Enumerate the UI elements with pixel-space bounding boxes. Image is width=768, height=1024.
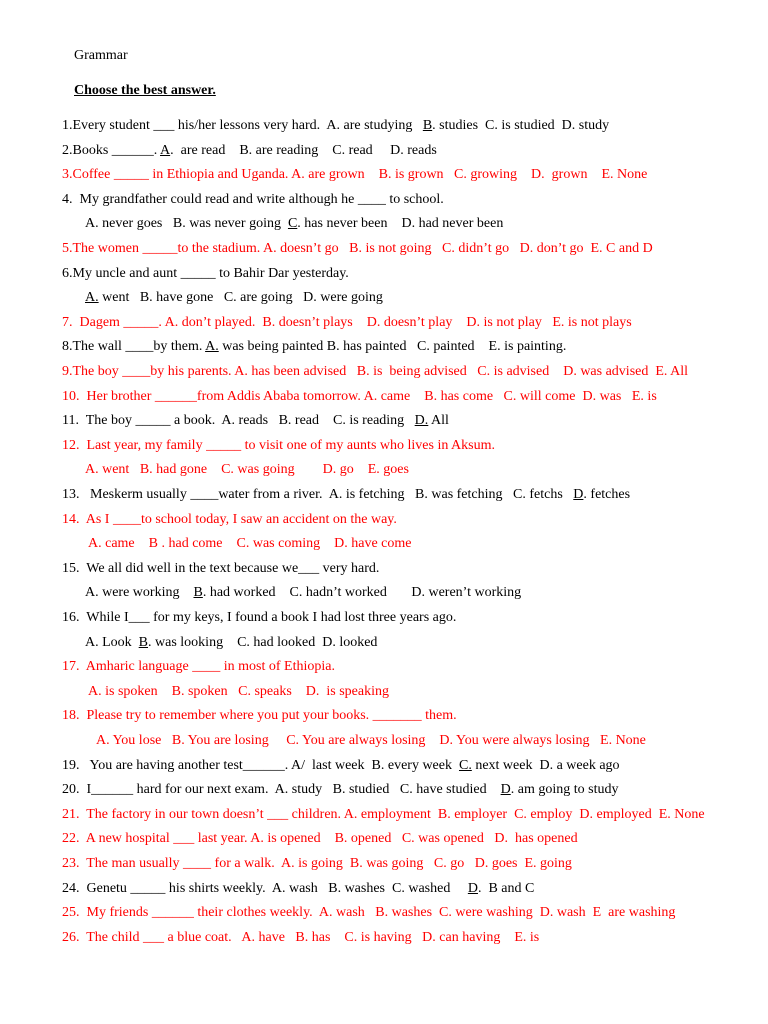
question-line bbox=[62, 141, 437, 161]
question-line bbox=[85, 288, 383, 308]
instructions-heading: Choose the best answer. bbox=[74, 83, 216, 98]
question-line bbox=[85, 583, 521, 603]
answer-key-marker: B bbox=[422, 118, 433, 133]
question-text: 22. A new hospital ___ last year. A. is opened B. opened C. was opened D. has opened bbox=[62, 831, 578, 847]
question-text: 5.The women _____to the stadium. A. doesn’t go B. is not going C. didn’t go D. don’t go E. C and D bbox=[62, 241, 653, 256]
question-text: 12. Last year, my family _____ to visit one of my aunts who lives in Aksum. bbox=[62, 437, 496, 453]
question-line bbox=[62, 903, 675, 923]
question-text: 24. Genetu _____ his shirts weekly. A. wash B. washes C. washed bbox=[62, 880, 468, 896]
question-text: next week D. a week ago bbox=[471, 757, 620, 773]
question-line bbox=[88, 534, 411, 554]
question-text: . had worked C. hadn’t worked D. weren’t working bbox=[202, 585, 522, 601]
question-text: . B and C bbox=[477, 880, 535, 896]
answer-key-marker: A. bbox=[205, 339, 219, 355]
question-text: A. were working bbox=[85, 585, 194, 601]
question-line bbox=[62, 436, 495, 456]
question-text: went B. have gone C. are going D. were going bbox=[98, 290, 383, 306]
question-text: 17. Amharic language ____ in most of Ethiopia. bbox=[62, 659, 335, 675]
question-text: 18. Please try to remember where you put your books. _______ them. bbox=[62, 708, 457, 724]
answer-key-marker: B bbox=[193, 585, 203, 601]
question-line bbox=[85, 633, 377, 653]
question-text: 21. The factory in our town doesn’t ___ children. A. employment B. employer C. employ D. employed E. None bbox=[62, 806, 705, 822]
page-heading: Grammar bbox=[74, 48, 128, 63]
question-text: A. came B . had come C. was coming D. have come bbox=[88, 536, 412, 552]
question-text: 14. As I ____to school today, I saw an accident on the way. bbox=[62, 511, 397, 527]
question-line bbox=[88, 682, 389, 702]
question-text: All bbox=[428, 413, 449, 429]
question-text: . studies C. is studied D. study bbox=[432, 118, 610, 133]
answer-key-marker: D. bbox=[414, 413, 429, 429]
question-text: 7. Dagem _____. A. don’t played. B. doesn’t plays D. doesn’t play D. is not play E. is not plays bbox=[62, 314, 632, 330]
answer-key-marker: C bbox=[287, 216, 298, 232]
question-text: 20. I______ hard for our next exam. A. study B. studied C. have studied bbox=[62, 782, 501, 798]
question-text: 23. The man usually ____ for a walk. A. is going B. was going C. go D. goes E. going bbox=[62, 856, 572, 871]
question-text: 19. You are having another test______. A/ last week B. every week bbox=[62, 757, 459, 773]
question-line bbox=[85, 214, 503, 234]
question-line bbox=[62, 829, 578, 849]
question-line bbox=[62, 805, 705, 825]
question-text: 13. Meskerm usually ____water from a river. A. is fetching B. was fetching C. fetchs bbox=[62, 487, 574, 502]
question-line bbox=[62, 264, 349, 284]
question-text: . has never been D. had never been bbox=[297, 216, 504, 232]
question-text: 25. My friends ______ their clothes weekly. A. wash B. washes C. were washing D. wash E are washing bbox=[62, 905, 676, 921]
question-line bbox=[62, 337, 566, 357]
question-line bbox=[62, 313, 632, 333]
question-line bbox=[62, 411, 449, 431]
question-line bbox=[96, 731, 646, 751]
answer-key-marker: D bbox=[573, 487, 584, 502]
question-text: was being painted B. has painted C. painted E. is painting. bbox=[218, 339, 567, 355]
question-text: 26. The child ___ a blue coat. A. have B. has C. is having D. can having E. is bbox=[62, 929, 540, 945]
question-line bbox=[62, 879, 534, 899]
answer-key-marker: D bbox=[467, 880, 478, 896]
question-text: 8.The wall ____by them. bbox=[62, 339, 206, 355]
question-line bbox=[62, 780, 618, 800]
answer-key-marker: D bbox=[500, 782, 511, 798]
question-line bbox=[62, 608, 456, 628]
question-text: 2.Books ______. bbox=[62, 142, 161, 158]
answer-key-marker: A bbox=[160, 142, 171, 158]
question-line bbox=[62, 165, 647, 185]
question-line bbox=[62, 510, 397, 530]
question-text: 10. Her brother ______from Addis Ababa tomorrow. A. came B. has come C. will come D. was E. is bbox=[62, 388, 657, 404]
question-text: . are read B. are reading C. read D. reads bbox=[170, 142, 437, 158]
question-line bbox=[62, 706, 457, 726]
question-line bbox=[62, 854, 572, 874]
question-text: A. is spoken B. spoken C. speaks D. is speaking bbox=[88, 683, 389, 699]
question-text: 16. While I___ for my keys, I found a book I had lost three years ago. bbox=[62, 610, 457, 625]
answer-key-marker: A. bbox=[85, 290, 99, 306]
question-line bbox=[62, 190, 444, 210]
answer-key-marker: C. bbox=[458, 757, 472, 773]
question-line bbox=[62, 387, 657, 407]
question-text: 6.My uncle and aunt _____ to Bahir Dar yesterday. bbox=[62, 265, 349, 281]
question-text: . was looking C. had looked D. looked bbox=[148, 634, 378, 650]
question-line bbox=[62, 239, 653, 259]
question-text: A. went B. had gone C. was going D. go E. goes bbox=[85, 462, 409, 478]
question-text: 9.The boy ____by his parents. A. has been advised B. is being advised C. is advised D. was advised E. All bbox=[62, 364, 689, 379]
answer-key-marker: B bbox=[138, 634, 149, 650]
question-text: . am going to study bbox=[510, 782, 619, 798]
question-line bbox=[62, 485, 630, 505]
question-line bbox=[62, 657, 335, 677]
question-text: A. Look bbox=[85, 634, 139, 650]
question-text: . fetches bbox=[583, 487, 631, 502]
question-line bbox=[62, 559, 379, 579]
question-line bbox=[85, 460, 409, 480]
question-text: 3.Coffee _____ in Ethiopia and Uganda. A. are grown B. is grown C. growing D. grown E. None bbox=[62, 167, 648, 183]
question-text: A. You lose B. You are losing C. You are always losing D. You were always losing E. None bbox=[96, 733, 646, 748]
question-line bbox=[62, 116, 609, 136]
question-text: 11. The boy _____ a book. A. reads B. read C. is reading bbox=[62, 413, 415, 429]
question-text: A. never goes B. was never going bbox=[85, 216, 288, 232]
question-line bbox=[62, 928, 539, 948]
question-text: 4. My grandfather could read and write although he ____ to school. bbox=[62, 191, 444, 207]
question-line bbox=[62, 362, 688, 382]
question-text: 15. We all did well in the text because we___ very hard. bbox=[62, 560, 380, 576]
question-line bbox=[62, 756, 620, 776]
question-text: 1.Every student ___ his/her lessons very hard. A. are studying bbox=[62, 118, 423, 133]
